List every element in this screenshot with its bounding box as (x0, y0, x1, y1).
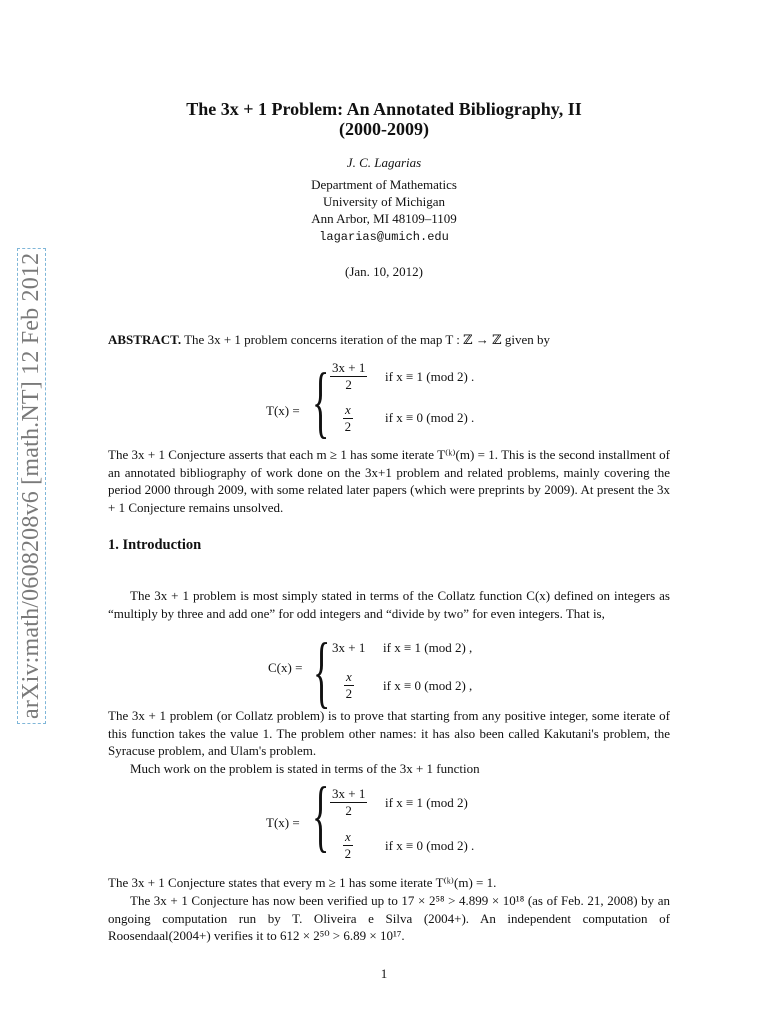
abstract-label: ABSTRACT. (108, 332, 182, 347)
affiliation-dept: Department of Mathematics (311, 177, 457, 192)
eq2-case1: 3x + 1 (332, 640, 366, 655)
eq3-lhs: T(x) = (266, 815, 300, 830)
intro-paragraph-5: The 3x + 1 Conjecture has now been verified up to 17 × 2⁵⁸ > 4.899 × 10¹⁸ (as of Feb. 21, 2008) by an ongoing computation run by T. Oliveira e Silva (2004+). An independent computation of Roosendaal(2004+) verifies it to 612 × 2⁵⁰ > 6.89 × 10¹⁷. (108, 893, 670, 943)
intro-paragraph-2: The 3x + 1 problem (or Collatz problem) is to prove that starting from any positive integer, some iterate of this function takes the value 1. The problem other names: it has also been called Kakutani's problem, the Syracuse problem, and Ulam's problem. (108, 708, 670, 758)
eq2-case2-fraction (344, 669, 354, 702)
author: J. C. Lagarias (346, 155, 422, 170)
eq2-case2-cond: if x ≡ 0 (mod 2) , (383, 678, 473, 693)
eq1-case2-cond: if x ≡ 0 (mod 2) . (385, 410, 475, 425)
intro-paragraph-3: Much work on the problem is stated in terms of the 3x + 1 function (130, 761, 480, 776)
eq3-case1-fraction (330, 786, 367, 819)
affiliation-univ: University of Michigan (322, 194, 446, 209)
intro-paragraph-1: The 3x + 1 problem is most simply stated in terms of the Collatz function C(x) defined on integers as “multiply by three and add one” for odd integers and “divide by two” for even integers. That is, (108, 588, 670, 621)
paper-title-line1: The 3x + 1 Problem: An Annotated Bibliography, II (186, 99, 582, 119)
section-heading-introduction: 1. Introduction (108, 537, 202, 553)
eq1-case1-fraction (330, 360, 367, 393)
affiliation-address: Ann Arbor, MI 48109–1109 (311, 211, 457, 226)
paper-title-line2: (2000-2009) (339, 119, 429, 139)
eq1-brace: { (312, 358, 330, 446)
eq2-case2-num: x (346, 669, 352, 684)
paper-date: (Jan. 10, 2012) (345, 264, 423, 279)
eq1-case2-den: 2 (344, 419, 352, 434)
eq3-case1-cond: if x ≡ 1 (mod 2) (385, 795, 468, 810)
author-email[interactable]: lagarias@umich.edu (319, 230, 449, 244)
eq3-case2-den: 2 (344, 846, 352, 861)
eq1-case2-num: x (345, 402, 351, 417)
eq2-case2-den: 2 (345, 686, 353, 701)
arxiv-stamp: arXiv:math/0608208v6 [math.NT] 12 Feb 2012 (17, 248, 46, 724)
intro-paragraph-4: The 3x + 1 Conjecture states that every m ≥ 1 has some iterate T⁽ᵏ⁾(m) = 1. (108, 875, 497, 890)
page-number: 1 (380, 966, 388, 981)
eq1-case1-den: 2 (345, 377, 352, 392)
abstract-intro-text: The 3x + 1 problem concerns iteration of the map T : ℤ → ℤ given by (184, 332, 551, 347)
abstract-body: The 3x + 1 Conjecture asserts that each m ≥ 1 has some iterate T⁽ᵏ⁾(m) = 1. This is the second installment of an annotated bibliography of work done on the 3x+1 problem and related problems, mainly covering the period 2000 through 2009, with some related later papers (which were preprints by 2009). At present the 3x + 1 Conjecture remains unsolved. (108, 447, 670, 515)
eq2-case1-cond: if x ≡ 1 (mod 2) , (383, 640, 473, 655)
eq1-case1-cond: if x ≡ 1 (mod 2) . (385, 369, 475, 384)
abstract-intro (108, 331, 670, 349)
eq1-lhs: T(x) = (266, 403, 300, 418)
eq3-case1-num: 3x + 1 (332, 786, 366, 801)
eq1-case2-fraction (343, 402, 353, 435)
eq3-case2-fraction (343, 829, 353, 862)
eq2-brace: { (313, 628, 331, 716)
eq3-brace: { (312, 772, 330, 860)
eq3-case1-den: 2 (345, 803, 352, 818)
eq3-case2-num: x (345, 829, 351, 844)
eq3-case2-cond: if x ≡ 0 (mod 2) . (385, 838, 475, 853)
eq2-lhs: C(x) = (268, 660, 303, 675)
eq1-case1-num: 3x + 1 (332, 360, 366, 375)
